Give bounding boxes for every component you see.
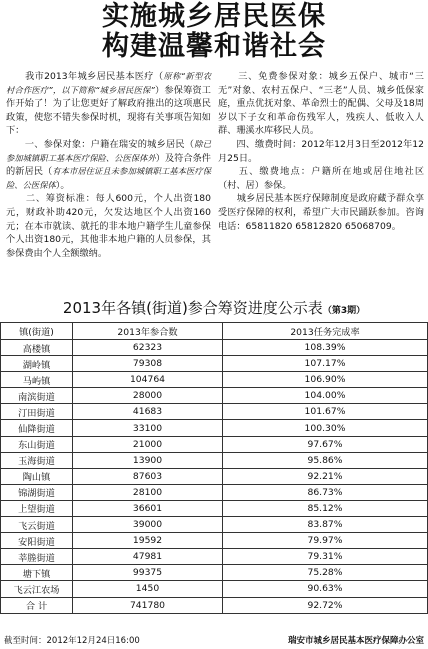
table-total-row [1, 597, 428, 613]
headline-line-2: 构建温馨和谐社会 [102, 31, 326, 62]
rate-cell: 83.87% [223, 517, 428, 533]
rate-cell: 95.86% [223, 452, 428, 468]
count-cell: 41683 [73, 404, 223, 420]
table-issue: （第3期） [322, 306, 366, 316]
progress-table [0, 322, 428, 614]
rate-cell: 90.63% [223, 581, 428, 597]
count-cell: 33100 [73, 420, 223, 436]
table-row [1, 581, 428, 597]
rate-cell: 108.39% [223, 340, 428, 356]
rate-cell: 106.90% [223, 372, 428, 388]
town-cell: 玉海街道 [1, 452, 73, 468]
town-cell: 塘下镇 [1, 565, 73, 581]
table-title: 2013年各镇(街道)参合筹资进度公示表（第3期） [62, 299, 366, 317]
table-row [1, 452, 428, 468]
rate-cell: 85.12% [223, 500, 428, 516]
town-cell: 高楼镇 [1, 340, 73, 356]
table-row [1, 468, 428, 484]
rate-cell: 100.30% [223, 420, 428, 436]
rate-cell: 104.00% [223, 388, 428, 404]
header-rate: 2013任务完成率 [223, 323, 428, 340]
payment-time-paragraph: 四、缴费时间：2012年12月3日至2012年12月25日。 [218, 138, 424, 164]
town-cell: 上望街道 [1, 500, 73, 516]
town-cell: 锦湖街道 [1, 484, 73, 500]
table-row [1, 500, 428, 516]
count-cell: 21000 [73, 436, 223, 452]
town-cell: 东山街道 [1, 436, 73, 452]
rate-cell: 107.17% [223, 356, 428, 372]
town-cell: 南滨街道 [1, 388, 73, 404]
count-cell: 39000 [73, 517, 223, 533]
closing-paragraph: 城乡居民基本医疗保障制度是政府藏予群众享受医疗保障的权利，希望广大市民踊跃参加。咨询电话：65811820 65812820 65068709。 [218, 193, 425, 232]
table-row [1, 484, 428, 500]
table-row [1, 517, 428, 533]
count-cell: 1450 [73, 581, 223, 597]
table-row [1, 420, 428, 436]
funding-paragraph: 二、筹资标准：每人600元，个人出资180元，财政补助420元，欠发达地区个人出资160元；在本市就读、就托的非本地户籍学生儿童参保个人出资180元，其他非本地户籍的人员参保，其参保费由个人全额缴纳。 [6, 193, 211, 259]
issuing-office: 瑞安市城乡居民基本医疗保障办公室 [287, 636, 424, 646]
count-cell: 28100 [73, 484, 223, 500]
rate-cell: 101.67% [223, 404, 428, 420]
rate-cell: 75.28% [223, 565, 428, 581]
article-right-column [218, 70, 424, 233]
cutoff-time: 截至时间：2012年12月24日16:00 [4, 636, 140, 646]
participant-paragraph: 一、参保对象：户籍在瑞安的城乡居民（除已参加城镇职工基本医疗保险、公医保体外）及符合条件的新居民（有本市居住证且未参加城镇职工基本医疗保险、公医保体）。 [6, 138, 212, 191]
town-cell: 莘塍街道 [1, 549, 73, 565]
town-cell: 湖岭镇 [1, 356, 73, 372]
count-cell: 36601 [73, 500, 223, 516]
table-row [1, 533, 428, 549]
count-cell: 13900 [73, 452, 223, 468]
header-town: 镇(街道) [1, 323, 73, 340]
town-cell: 仙降街道 [1, 420, 73, 436]
intro-paragraph: 我市2013年城乡居民基本医疗（原称“新型农村合作医疗”，以下简称“城乡居民医保”）参保筹资工作开始了！为了让您更好了解政府推出的这项惠民政策，使您不错失参保时机，现将有关事项告知如下： [6, 71, 211, 137]
table-row [1, 404, 428, 420]
table-row [1, 388, 428, 404]
header-count: 2013年参合数 [73, 323, 223, 340]
table-row [1, 436, 428, 452]
table-row [1, 372, 428, 388]
rate-cell: 79.31% [223, 549, 428, 565]
town-cell: 马屿镇 [1, 372, 73, 388]
article-left-column [6, 70, 211, 260]
town-cell: 安阳街道 [1, 533, 73, 549]
table-header-row [1, 323, 428, 340]
rate-cell: 97.67% [223, 436, 428, 452]
table-row [1, 565, 428, 581]
rate-cell: 92.21% [223, 468, 428, 484]
town-cell: 飞云江农场 [1, 581, 73, 597]
count-cell: 87603 [73, 468, 223, 484]
town-cell: 飞云街道 [1, 517, 73, 533]
count-cell: 19592 [73, 533, 223, 549]
town-cell: 陶山镇 [1, 468, 73, 484]
rate-cell: 86.73% [223, 484, 428, 500]
total-count-cell: 741780 [73, 597, 223, 613]
count-cell: 99375 [73, 565, 223, 581]
table-row [1, 549, 428, 565]
rate-cell: 79.97% [223, 533, 428, 549]
headline-line-1: 实施城乡居民医保 [102, 1, 326, 32]
town-cell: 汀田街道 [1, 404, 73, 420]
count-cell: 28000 [73, 388, 223, 404]
table-row [1, 340, 428, 356]
total-rate-cell: 92.72% [223, 597, 428, 613]
payment-place-paragraph: 五、缴费地点：户籍所在地或居住地社区（村、居）参保。 [218, 166, 425, 191]
free-enrollment-paragraph: 三、免费参保对象：城乡五保户、城市“三无”对象、农村五保户、“三老”人员、城乡低保家庭，重点优抚对象、革命烈士的配偶、父母及18周岁以下子女和革命伤残军人，残疾人、低收入人群、珊溪水库移民人员。 [218, 71, 424, 137]
count-cell: 62323 [73, 340, 223, 356]
total-label-cell: 合 计 [1, 597, 73, 613]
count-cell: 47981 [73, 549, 223, 565]
count-cell: 104764 [73, 372, 223, 388]
count-cell: 79308 [73, 356, 223, 372]
table-row [1, 356, 428, 372]
